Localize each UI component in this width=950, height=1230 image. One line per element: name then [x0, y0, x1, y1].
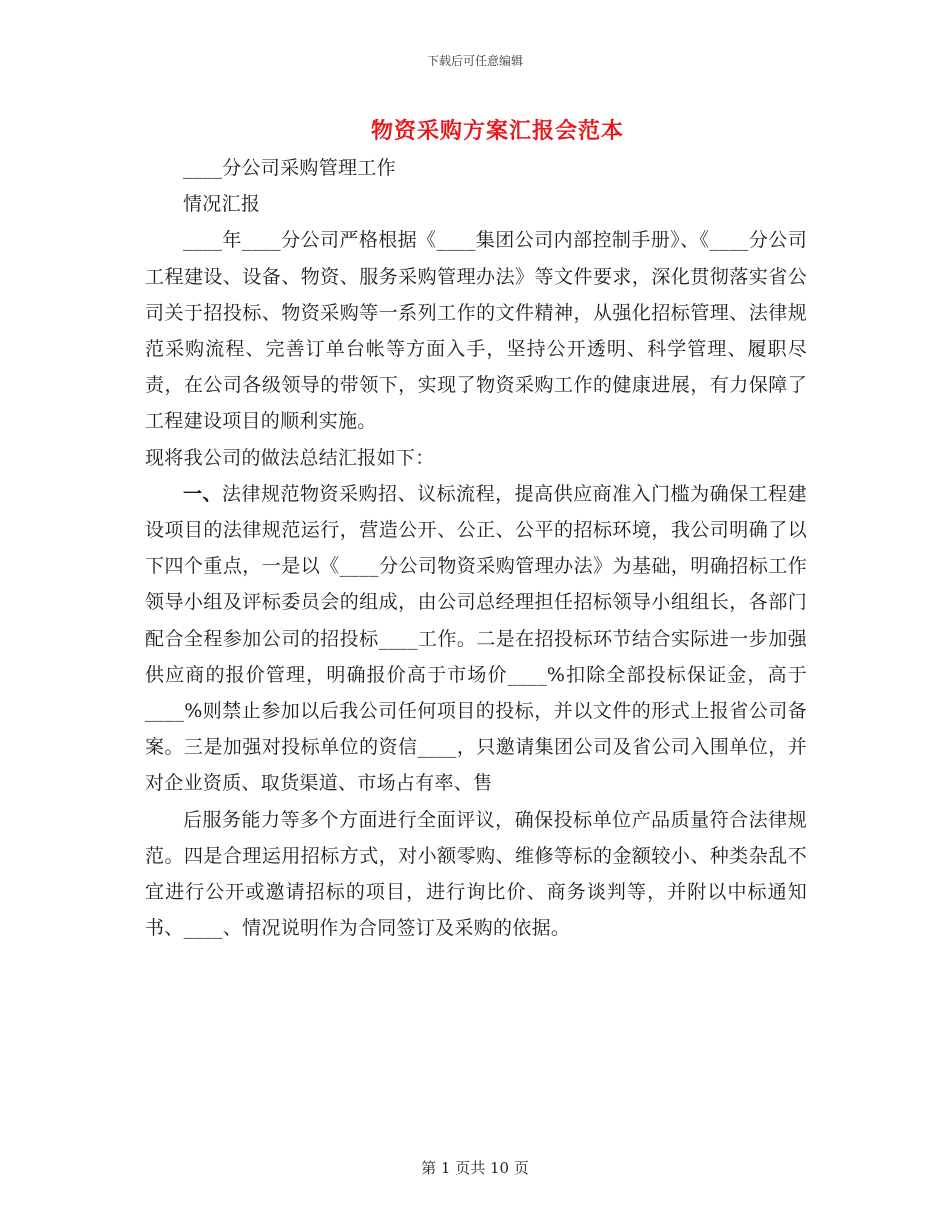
paragraph-text: ____分公司采购管理工作 — [183, 157, 396, 179]
paragraph-text: ____年____分公司严格根据《____集团公司内部控制手册》、《____分公司工程建设、设备、物资、服务采购管理办法》等文件要求，深化贯彻落实省公司关于招投标、物资采购等一系列工作的文件精神，从强化招标管理、法律规范采购流程、完善订单台帐等方面入手，坚持公开透明、科学管理、履职尽责，在公司各级领导的带领下，实现了物资采购工作的健康进展，有力保障了工程建设项目的顺利实施。 — [145, 229, 807, 433]
paragraph-text: 法律规范物资采购招、议标流程，提高供应商准入门槛为确保工程建设项目的法律规范运行，营造公开、公正、公平的招标环境，我公司明确了以下四个重点，一是以《____分公司物资采购管理办法》为基础，明确招标工作领导小组及评标委员会的组成，由公司总经理担任招标领导小组组长，各部门配合全程参加公司的招投标____工作。二是在招投标环节结合实际进一步加强供应商的报价管理，明确报价高于市场价____%扣除全部投标保证金，高于____%则禁止参加以后我公司任何项目的投标，并以文件的形式上报省公司备案。三是加强对投标单位的资信____，只邀请集团公司及省公司入围单位，并对企业资质、取货渠道、市场占有率、售 — [145, 482, 807, 795]
paragraph-text: 情况汇报 — [183, 193, 261, 216]
document-body — [145, 150, 807, 946]
paragraph-heading-line-1 — [145, 150, 807, 186]
paragraph-continuation — [145, 802, 807, 947]
section-number: 一、 — [183, 482, 223, 505]
paragraph-heading-line-2 — [145, 186, 807, 222]
paragraph-intro — [145, 222, 807, 439]
page-number: 第 1 页共 10 页 — [421, 1159, 529, 1177]
document-title: 物资采购方案汇报会范本 — [370, 118, 624, 144]
paragraph-text: 后服务能力等多个方面进行全面评议，确保投标单位产品质量符合法律规范。四是合理运用招标方式，对小额零购、维修等标的金额较小、种类杂乱不宜进行公开或邀请招标的项目，进行询比价、商务谈判等，并附以中标通知书、____、情况说明作为合同签订及采购的依据。 — [145, 808, 807, 940]
paragraph-summary-lead — [145, 440, 807, 476]
paragraph-section-one — [145, 476, 807, 802]
header-note: 下载后可任意编辑 — [426, 54, 523, 68]
paragraph-text: 现将我公司的做法总结汇报如下： — [145, 446, 435, 469]
